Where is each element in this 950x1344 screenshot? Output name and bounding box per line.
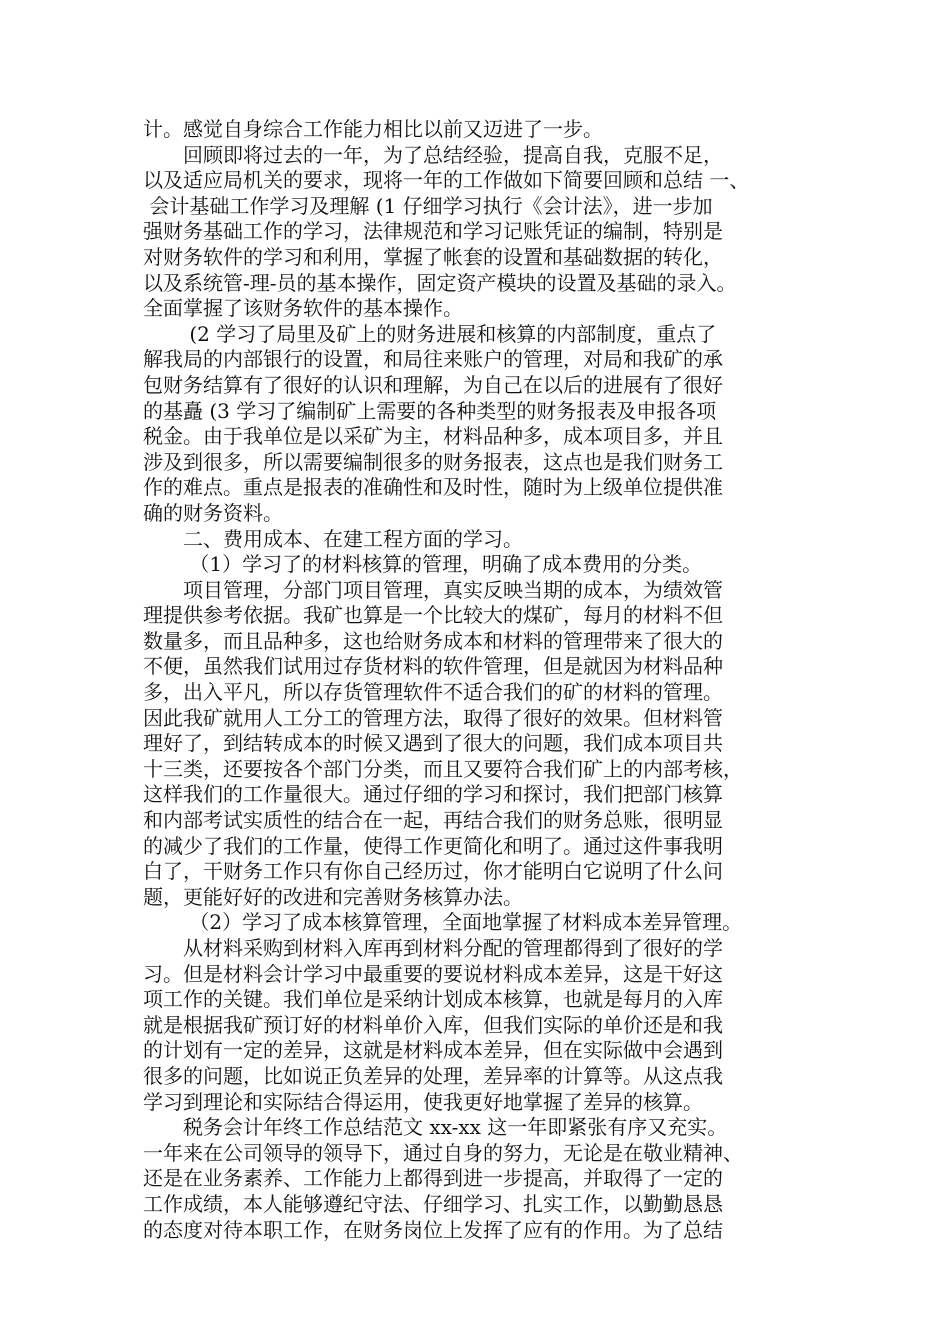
text-line: 回顾即将过去的一年，为了总结经验，提高自我，克服不足， [143,142,723,167]
text-line: 的基矗 (3 学习了编制矿上需要的各种类型的财务报表及申报各项 [143,398,717,423]
text-line: 会计基础工作学习及理解 (1 仔细学习执行《会计法》，进一步加 [143,193,713,218]
text-line: 作的难点。重点是报表的准确性和及时性，随时为上级单位提供准 [143,475,723,500]
text-line: 税务会计年终工作总结范文 xx-xx 这一年即紧张有序又充实。 [143,1115,728,1140]
text-line: 的计划有一定的差异，这就是材料成本差异，但在实际做中会遇到 [143,1038,723,1063]
text-line: 和内部考试实质性的结合在一起，再结合我们的财务总账，很明显 [143,808,723,833]
text-line: 全面掌握了该财务软件的基本操作。 [143,296,463,321]
text-line: 的态度对待本职工作，在财务岗位上发挥了应有的作用。为了总结 [143,1217,723,1242]
text-line: 理提供参考依据。我矿也算是一个比较大的煤矿，每月的材料不但 [143,603,723,628]
text-line: 一年来在公司领导的领导下，通过自身的努力，无论是在敬业精神、 [143,1140,743,1165]
text-line: 多，出入平凡，所以存货管理软件不适合我们的矿的材料的管理。 [143,680,723,705]
text-line: （1）学习了的材料核算的管理，明确了成本费用的分类。 [143,552,703,577]
text-line: 学习到理论和实际结合得运用，使我更好地掌握了差异的核算。 [143,1089,703,1114]
text-line: 很多的问题，比如说正负差异的处理，差异率的计算等。从这点我 [143,1063,723,1088]
text-line: 就是根据我矿预订好的材料单价入库，但我们实际的单价还是和我 [143,1012,723,1037]
document-body [143,117,823,1243]
text-line: 理好了，到结转成本的时候又遇到了很大的问题，我们成本项目共 [143,731,723,756]
text-line: 以及系统管-理-员的基本操作，固定资产模块的设置及基础的录入。 [143,270,737,295]
text-line: 确的财务资料。 [143,500,283,525]
text-line: （2）学习了成本核算管理，全面地掌握了材料成本差异管理。 [143,910,743,935]
text-line: 习。但是材料会计学习中最重要的要说材料成本差异，这是干好这 [143,961,723,986]
text-line: 二、费用成本、在建工程方面的学习。 [143,526,523,551]
text-line: (2 学习了局里及矿上的财务进展和核算的内部制度，重点了 [143,321,717,346]
text-line: 不便，虽然我们试用过存货材料的软件管理，但是就因为材料品种 [143,654,723,679]
text-line: 还是在业务素养、工作能力上都得到进一步提高，并取得了一定的 [143,1166,723,1191]
text-line: 税金。由于我单位是以采矿为主，材料品种多，成本项目多，并且 [143,424,723,449]
text-line: 因此我矿就用人工分工的管理方法，取得了很好的效果。但材料管 [143,705,723,730]
text-line: 从材料采购到材料入库再到材料分配的管理都得到了很好的学 [143,936,723,960]
text-line: 对财务软件的学习和利用，掌握了帐套的设置和基础数据的转化， [143,244,723,269]
text-line: 包财务结算有了很好的认识和理解，为自己在以后的进展有了很好 [143,372,723,397]
text-line: 涉及到很多，所以需要编制很多的财务报表，这点也是我们财务工 [143,449,723,474]
text-line: 十三类，还要按各个部门分类，而且又要符合我们矿上的内部考核， [143,756,743,781]
text-line: 项工作的关键。我们单位是采纳计划成本核算，也就是每月的入库 [143,987,723,1012]
text-line: 强财务基础工作的学习，法律规范和学习记账凭证的编制，特别是 [143,219,723,244]
text-line: 解我局的内部银行的设置，和局往来账户的管理，对局和我矿的承 [143,347,723,372]
text-line: 以及适应局机关的要求，现将一年的工作做如下简要回顾和总结 一、 [143,168,750,193]
text-line: 的减少了我们的工作量，使得工作更简化和明了。通过这件事我明 [143,833,723,858]
text-line: 计。感觉自身综合工作能力相比以前又迈进了一步。 [143,117,603,141]
text-line: 这样我们的工作量很大。通过仔细的学习和探讨，我们把部门核算 [143,782,723,807]
text-line: 白了，干财务工作只有你自己经历过，你才能明白它说明了什么问 [143,859,723,884]
text-line: 题，更能好好的改进和完善财务核算办法。 [143,884,523,909]
text-line: 项目管理，分部门项目管理，真实反映当期的成本，为绩效管 [143,577,723,602]
text-line: 数量多，而且品种多，这也给财务成本和材料的管理带来了很大的 [143,628,723,653]
text-line: 工作成绩，本人能够遵纪守法、仔细学习、扎实工作，以勤勤恳恳 [143,1191,723,1216]
